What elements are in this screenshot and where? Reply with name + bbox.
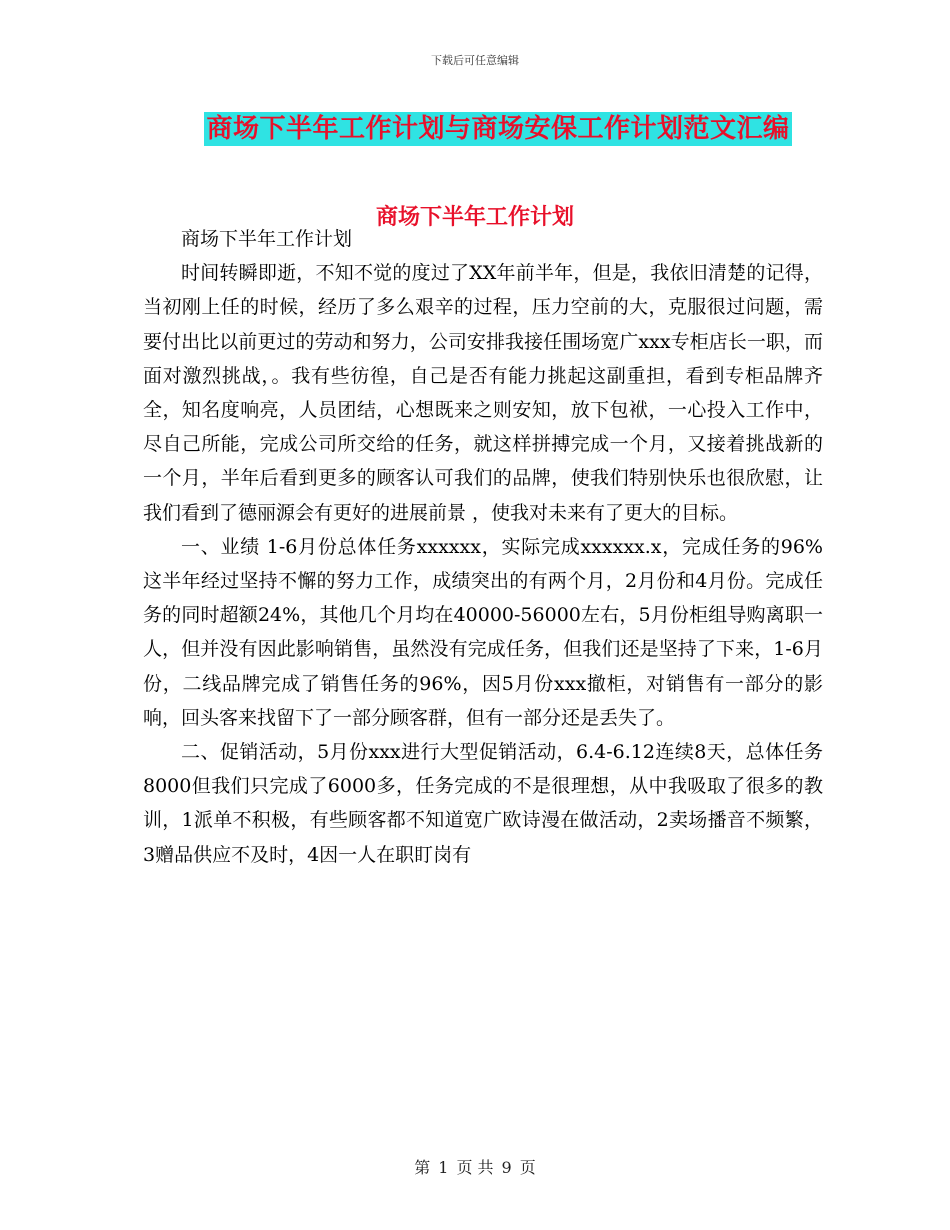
paragraph: 时间转瞬即逝，不知不觉的度过了XX年前半年，但是，我依旧清楚的记得，当初刚上任的时候，经历了多么艰辛的过程，压力空前的大，克服很过问题，需要付出比以前更过的劳动和努力，公司安排我接任围场宽广xxx专柜店长一职，而面对激烈挑战，。我有些彷徨，自己是否有能力挑起这副重担，看到专柜品牌齐全，知名度响亮，人员团结，心想既来之则安知，放下包袱，一心投入工作中，尽自己所能，完成公司所交给的任务，就这样拼搏完成一个月，又接着挑战新的一个月，半年后看到更多的顾客认可我们的品牌，使我们特别快乐也很欣慰，让我们看到了德丽源会有更好的进展前景 ，使我对未来有了更大的目标。 — [143, 262, 823, 524]
page-label-suffix: 页 — [519, 1158, 536, 1177]
page-label-prefix: 第 — [414, 1158, 431, 1177]
page-header-note: 下载后可任意编辑 — [431, 54, 519, 67]
main-title: 商场下半年工作计划与商场安保工作计划范文汇编 — [206, 114, 790, 144]
page-footer — [0, 1155, 950, 1178]
section-title: 商场下半年工作计划 — [375, 205, 574, 230]
main-title-container — [0, 112, 950, 146]
page-total: 9 — [501, 1158, 512, 1177]
paragraph: 商场下半年工作计划 — [181, 228, 353, 250]
paragraph: 一、业绩 1-6月份总体任务xxxxxx，实际完成xxxxxx.x，完成任务的96%这半年经过坚持不懈的努力工作，成绩突出的有两个月，2月份和4月份。完成任务的同时超额24%，其他几个月均在40000-56000左右，5月份柜组导购离职一人，但并没有因此影响销售，虽然没有完成任务，但我们还是坚持了下来，1-6月份，二线品牌完成了销售任务的96%，因5月份xxx撤柜，对销售有一部分的影响，回头客来找留下了一部分顾客群，但有一部分还是丢失了。 — [143, 535, 823, 729]
document-body — [143, 222, 823, 872]
paragraph: 二、促销活动，5月份xxx进行大型促销活动，6.4-6.12连续8天，总体任务8000但我们只完成了6000多，任务完成的不是很理想，从中我吸取了很多的教训，1派单不积极，有些顾客都不知道宽广欧诗漫在做活动，2卖场播音不频繁，3赠品供应不及时，4因一人在职盯岗有 — [143, 741, 823, 866]
page-current: 1 — [438, 1158, 449, 1177]
page-label-mid: 页 共 — [456, 1158, 494, 1177]
